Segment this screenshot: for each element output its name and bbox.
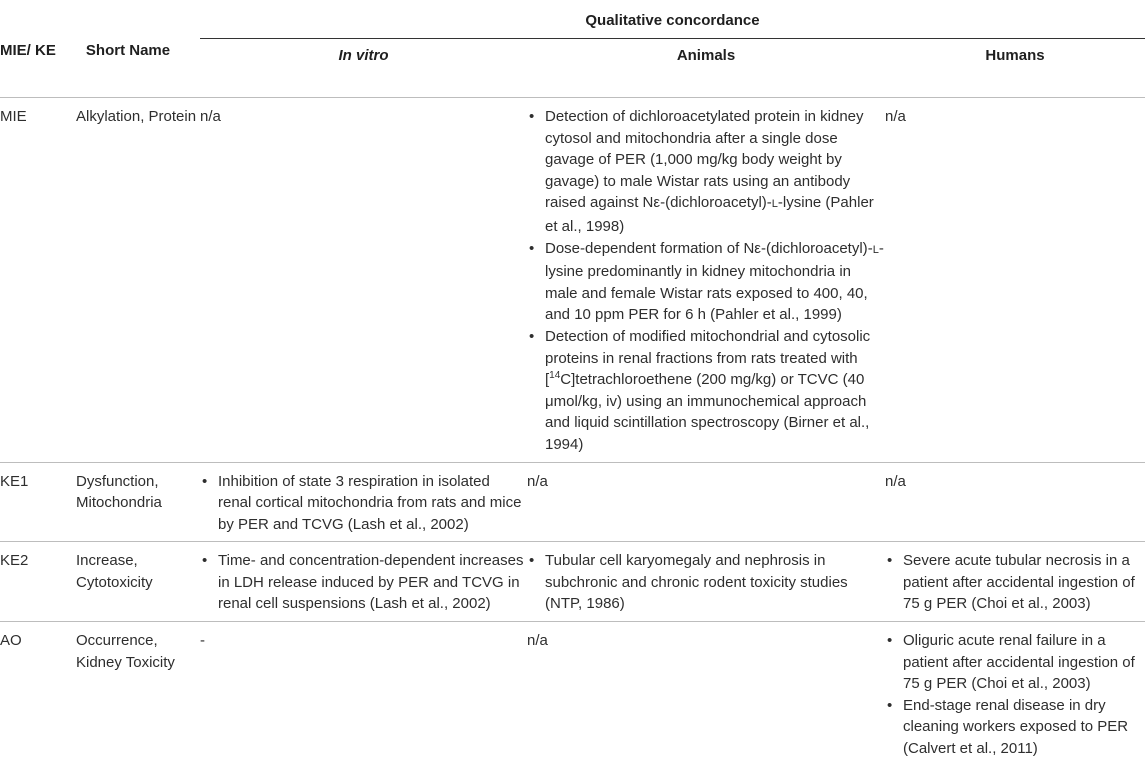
cell-in-vitro	[200, 98, 527, 463]
list-item	[200, 471, 527, 536]
list-item-text: Dose-dependent formation of Nε-(dichloroacetyl)-L-lysine predominantly in kidney mitochondria in male and female Wistar rats exposed to 400, 40, and 10 ppm PER for 6 h (Pahler et al., 1999)	[545, 239, 884, 324]
list-item	[527, 106, 885, 238]
list-item-text: Oliguric acute renal failure in a patient after accidental ingestion of 75 g PER (Choi et al., 2003)	[903, 632, 1135, 693]
cell-id-text: KE2	[0, 552, 29, 570]
bullet-list	[885, 630, 1145, 760]
bullet-icon: •	[202, 552, 208, 570]
bullet-icon: •	[887, 632, 893, 650]
cell-id	[0, 542, 56, 622]
cell-short-name	[56, 98, 200, 463]
cell-humans	[885, 542, 1145, 622]
table-row	[0, 462, 1145, 542]
header-in-vitro: In vitro	[200, 39, 527, 98]
cell-animals	[527, 462, 885, 542]
header-humans: Humans	[885, 39, 1145, 98]
bullet-icon: •	[529, 552, 535, 570]
cell-animals-text: n/a	[527, 632, 548, 650]
table-row	[0, 622, 1145, 766]
cell-humans	[885, 98, 1145, 463]
cell-in-vitro-text: n/a	[200, 108, 221, 125]
cell-id	[0, 622, 56, 766]
cell-humans-text: n/a	[885, 472, 906, 490]
list-item-text: Inhibition of state 3 respiration in isolated renal cortical mitochondria from rats and mice by PER and TCVG (Lash et al., 2002)	[218, 472, 522, 533]
bullet-list	[527, 106, 885, 456]
cell-animals	[527, 542, 885, 622]
cell-short-name	[56, 542, 200, 622]
list-item-text: Detection of modified mitochondrial and cytosolic proteins in renal fractions from rats treated with [$^{14}$C]tetrachloroethene (200 mg/kg) or TCVC (40 μmol/kg, iv) using an immunochemical approach and liquid scintillation spectroscopy (Birner et al., 1994)	[545, 327, 871, 453]
bullet-icon: •	[887, 552, 893, 570]
list-item	[885, 695, 1145, 760]
bullet-icon: •	[529, 108, 535, 125]
cell-short-name	[56, 462, 200, 542]
table-body	[0, 98, 1145, 766]
header-animals: Animals	[527, 39, 885, 98]
table-row	[0, 542, 1145, 622]
bullet-icon: •	[202, 472, 208, 490]
bullet-icon: •	[887, 696, 893, 714]
cell-in-vitro-text: -	[200, 632, 205, 650]
list-item-text: Time- and concentration-dependent increases in LDH release induced by PER and TCVG in renal cell suspensions (Lash et al., 2002)	[218, 552, 524, 613]
list-item	[885, 550, 1145, 615]
header-short-name: Short Name	[56, 0, 200, 98]
list-item-text: Severe acute tubular necrosis in a patient after accidental ingestion of 75 g PER (Choi et al., 2003)	[903, 552, 1135, 613]
cell-humans	[885, 462, 1145, 542]
list-item	[527, 550, 885, 615]
list-item-text: End-stage renal disease in dry cleaning workers exposed to PER (Calvert et al., 2011)	[903, 696, 1129, 758]
cell-humans	[885, 622, 1145, 766]
cell-animals	[527, 98, 885, 463]
header-mie-ke: MIE/ KE	[0, 0, 56, 98]
header-qualitative-concordance: Qualitative concordance	[200, 0, 1145, 39]
bullet-icon: •	[529, 327, 535, 345]
cell-short-name-text: Increase, Cytotoxicity	[76, 552, 153, 591]
list-item-text: Tubular cell karyomegaly and nephrosis in subchronic and chronic rodent toxicity studies (NTP, 1986)	[545, 552, 848, 613]
cell-short-name-text: Alkylation, Protein	[76, 108, 197, 125]
list-item	[527, 238, 885, 326]
cell-animals-text: n/a	[527, 472, 548, 490]
cell-short-name-text: Dysfunction, Mitochondria	[76, 472, 162, 512]
table-row	[0, 98, 1145, 463]
cell-humans-text: n/a	[885, 108, 906, 125]
cell-in-vitro	[200, 542, 527, 622]
list-item	[527, 326, 885, 456]
list-item	[885, 630, 1145, 695]
cell-in-vitro	[200, 462, 527, 542]
cell-id-text: KE1	[0, 472, 29, 490]
cell-id	[0, 462, 56, 542]
cell-short-name-text: Occurrence, Kidney Toxicity	[76, 632, 175, 671]
list-item	[200, 550, 527, 615]
cell-animals	[527, 622, 885, 766]
cell-in-vitro	[200, 622, 527, 766]
bullet-list	[200, 471, 527, 536]
bullet-list	[527, 550, 885, 615]
cell-id-text: MIE	[0, 108, 27, 125]
bullet-list	[200, 550, 527, 615]
bullet-list	[885, 550, 1145, 615]
cell-id-text: AO	[0, 632, 22, 650]
cell-short-name	[56, 622, 200, 766]
cell-id	[0, 98, 56, 463]
bullet-icon: •	[529, 239, 535, 257]
list-item-text: Detection of dichloroacetylated protein in kidney cytosol and mitochondria after a single dose gavage of PER (1,000 mg/kg body weight by gavage) to male Wistar rats using an antibody raised against Nε-(dichloroacetyl)-L-lysine (Pahler et al., 1998)	[545, 108, 874, 235]
